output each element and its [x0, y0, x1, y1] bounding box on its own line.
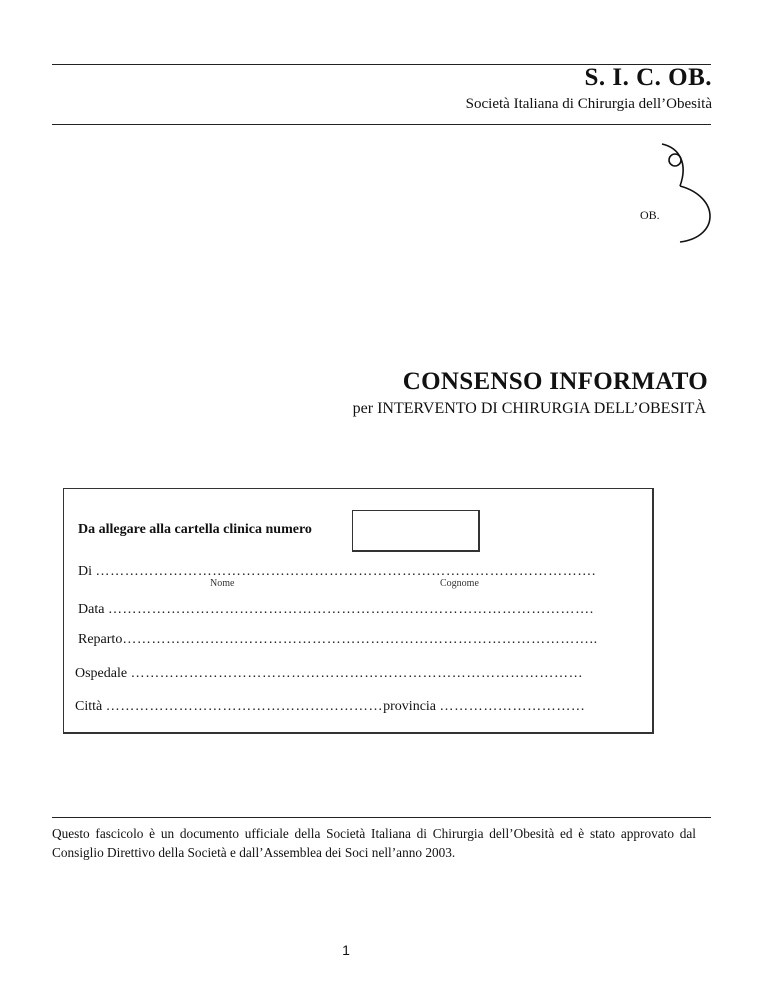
- page-number: 1: [342, 942, 350, 958]
- header-bottom-rule: [52, 124, 711, 125]
- city-province-field[interactable]: [75, 699, 586, 715]
- footer-rule: [52, 817, 711, 818]
- date-dots: ……………………………………………………………………………………….: [107, 602, 594, 617]
- logo-text: OB.: [640, 208, 660, 222]
- city-dots: …………………………………………………: [105, 699, 384, 714]
- org-abbrev: S. I. C. OB.: [584, 64, 712, 91]
- province-dots: …………………………: [439, 699, 586, 714]
- patient-name-dots: ………………………………………………………………………………………….: [95, 564, 596, 579]
- clinical-record-number-field[interactable]: [352, 510, 480, 552]
- clinical-record-label: Da allegare alla cartella clinica numero: [78, 522, 312, 537]
- hospital-dots: …………………………………………………………………………………: [130, 666, 584, 681]
- cognome-caption: Cognome: [440, 578, 479, 589]
- document-title: CONSENSO INFORMATO: [402, 368, 708, 395]
- date-field[interactable]: [78, 602, 594, 618]
- provincia-label: provincia: [383, 699, 437, 714]
- patient-name-field[interactable]: [78, 564, 596, 580]
- ward-dots: ……………………………………………………………………………………..: [122, 632, 598, 647]
- nome-caption: Nome: [210, 578, 235, 589]
- data-label: Data: [78, 602, 105, 617]
- footer-note: Questo fascicolo è un documento ufficiale della Società Italiana di Chirurgia dell’Obesità ed è stato approvato dal Consiglio Direttivo della Società e dall’Assemblea dei Soci nell’anno 2003.: [52, 826, 696, 860]
- reparto-label: Reparto: [78, 632, 123, 647]
- ward-field[interactable]: [78, 632, 598, 648]
- hospital-field[interactable]: [75, 666, 583, 682]
- di-label: Di: [78, 564, 92, 579]
- sicob-logo-icon: [660, 142, 720, 252]
- ospedale-label: Ospedale: [75, 666, 128, 681]
- document-subtitle: per INTERVENTO DI CHIRURGIA DELL’OBESITÀ: [352, 400, 706, 417]
- citta-label: Città: [75, 699, 103, 714]
- org-full-name: Società Italiana di Chirurgia dell’Obesità: [465, 96, 712, 112]
